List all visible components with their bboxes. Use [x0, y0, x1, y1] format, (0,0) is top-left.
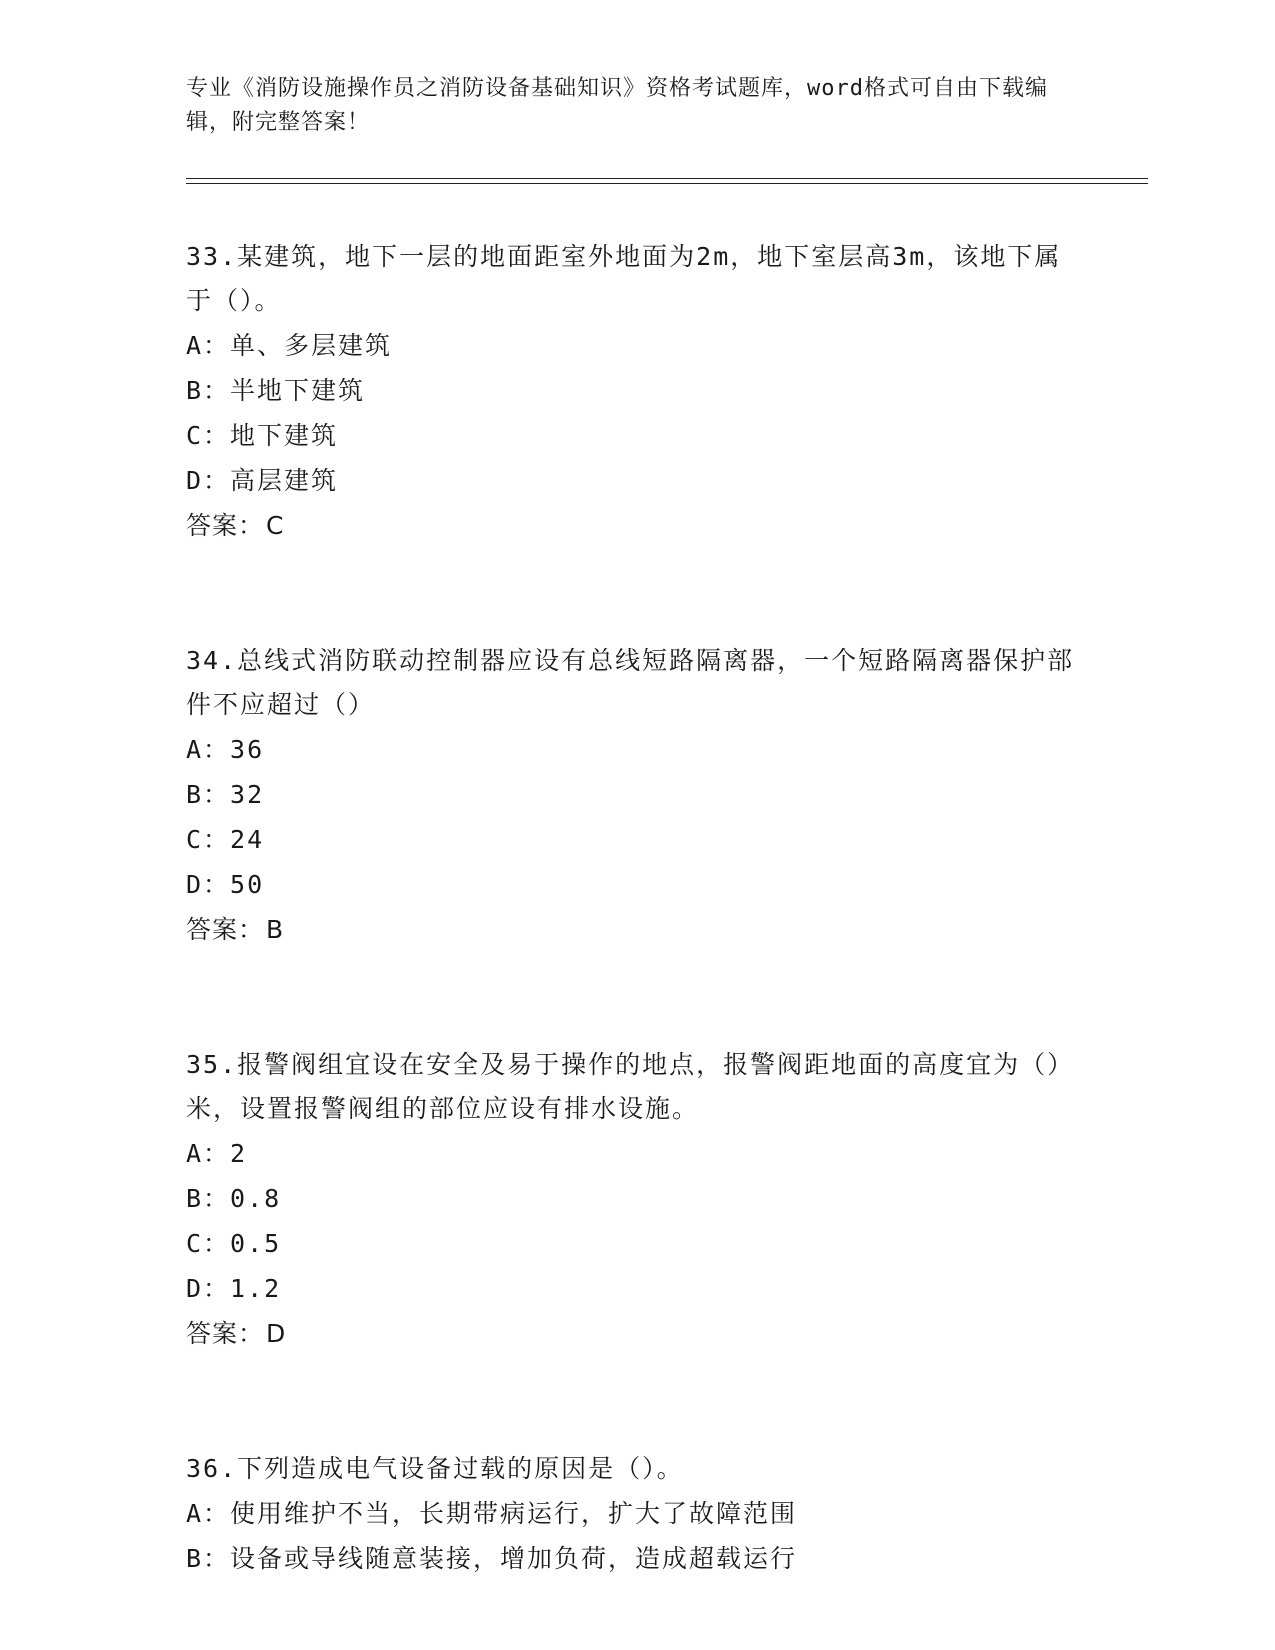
option-c: C：地下建筑 [186, 421, 339, 450]
question-34 [186, 639, 1076, 952]
option-d: D：50 [186, 870, 265, 899]
question-33 [186, 235, 1076, 548]
question-list [186, 235, 1076, 1581]
option-a: A：2 [186, 1139, 248, 1168]
question-stem: 35.报警阀组宜设在安全及易于操作的地点，报警阀距地面的高度宜为（）米，设置报警阀组的部位应设有排水设施。 [186, 1050, 1075, 1123]
option-d: D：高层建筑 [186, 466, 339, 495]
answer-line [186, 907, 1076, 952]
answer-label: 答案： [186, 1319, 265, 1348]
question-stem: 36.下列造成电气设备过载的原因是（）。 [186, 1454, 684, 1483]
header-divider-top [186, 178, 1148, 179]
answer-label: 答案： [186, 511, 265, 540]
answer-value: C [266, 511, 285, 540]
option-b: B：设备或导线随意装接，增加负荷，造成超载运行 [186, 1544, 798, 1573]
question-stem: 34.总线式消防联动控制器应设有总线短路隔离器，一个短路隔离器保护部件不应超过（） [186, 646, 1075, 719]
option-b: B：0.8 [186, 1184, 282, 1213]
answer-label: 答案： [186, 915, 265, 944]
answer-line [186, 1311, 1076, 1356]
answer-line [186, 503, 1076, 548]
option-a: A：36 [186, 735, 265, 764]
question-36 [186, 1447, 1076, 1581]
option-b: B：32 [186, 780, 265, 809]
header-divider-bottom [186, 183, 1148, 184]
option-c: C：24 [186, 825, 265, 854]
option-d: D：1.2 [186, 1274, 282, 1303]
question-35 [186, 1043, 1076, 1356]
answer-value: B [266, 915, 285, 944]
option-a: A：使用维护不当，长期带病运行，扩大了故障范围 [186, 1499, 798, 1528]
option-c: C：0.5 [186, 1229, 282, 1258]
option-b: B：半地下建筑 [186, 376, 366, 405]
answer-value: D [266, 1319, 287, 1348]
question-stem: 33.某建筑，地下一层的地面距室外地面为2m，地下室层高3m，该地下属于（）。 [186, 242, 1062, 315]
document-header: 专业《消防设施操作员之消防设备基础知识》资格考试题库，word格式可自由下载编辑，附完整答案！ [186, 76, 1048, 135]
option-a: A：单、多层建筑 [186, 331, 393, 360]
